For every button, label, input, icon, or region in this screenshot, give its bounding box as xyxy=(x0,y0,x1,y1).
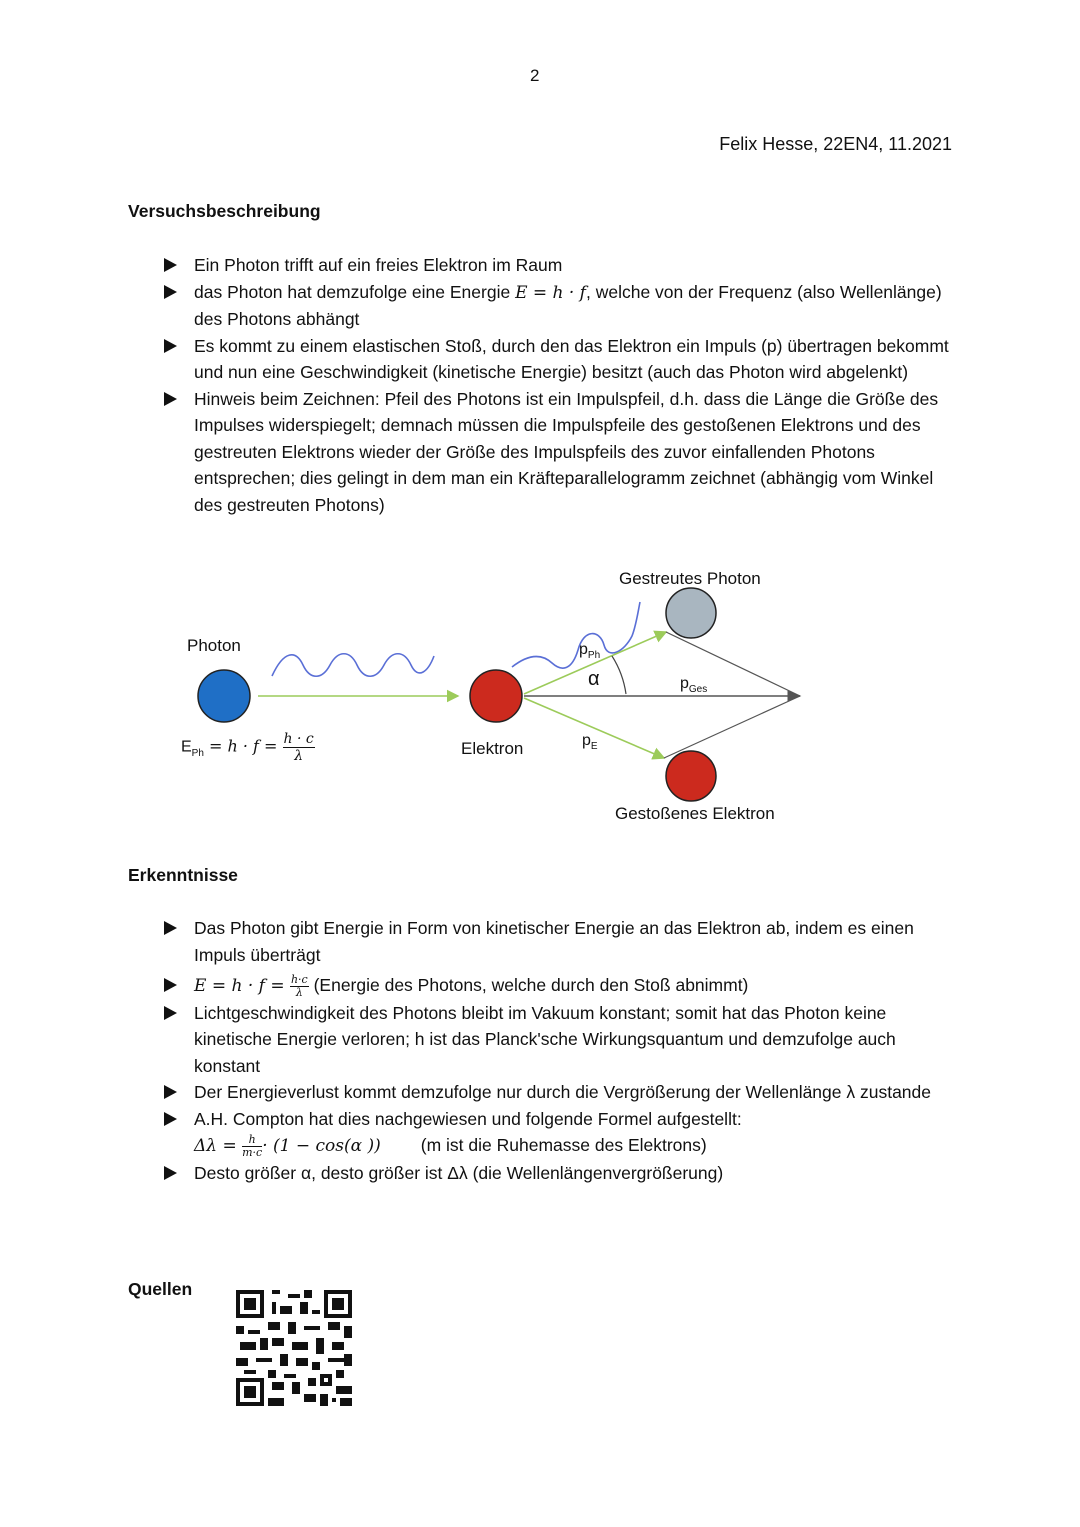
photon-label: Photon xyxy=(187,636,241,655)
author-line: Felix Hesse, 22EN4, 11.2021 xyxy=(719,134,952,154)
pges-label: $p_{Ges}$ xyxy=(680,675,708,696)
struck-electron-circle xyxy=(666,751,716,801)
list-item: Das Photon gibt Energie in Form von kinetischer Energie an das Elektron ab, indem es einen Impuls überträgt xyxy=(160,915,960,968)
electron-circle xyxy=(470,670,522,722)
page-number: 2 xyxy=(530,66,540,85)
energy-formula: E = h · f xyxy=(515,282,586,303)
bullet-arrow-icon xyxy=(164,339,177,353)
alpha-label: α xyxy=(588,668,600,690)
bullet-arrow-icon xyxy=(164,978,177,992)
compton-formula: Δλ = $\frac{h}{m\cdot c}$ · (1 − cos(α )) (m ist die Ruhemasse des Elektrons) xyxy=(194,1132,707,1159)
bullet-arrow-icon xyxy=(164,1166,177,1180)
scattered-wave xyxy=(512,602,640,668)
photon-energy-formula: $E_{Ph} = h \cdot f$ = $\frac{h \cdot c}{\lambda}$ xyxy=(181,731,314,764)
bullet-arrow-icon xyxy=(164,258,177,272)
list-item: Es kommt zu einem elastischen Stoß, durch den das Elektron ein Impuls (p) übertragen bekommt und nun eine Geschwindigkeit (kinetische Energie) besitzt (auch das Photon wird abgelenkt) xyxy=(160,333,960,386)
list-item: Desto größer α, desto größer ist Δλ (die Wellenlängenvergrößerung) xyxy=(160,1160,960,1187)
scattered-photon-label: Gestreutes Photon xyxy=(619,569,761,588)
parallelogram-bottom xyxy=(664,696,800,758)
list-item: das Photon hat demzufolge eine Energie E = h · f, welche von der Frequenz (also Wellenlänge) des Photons abhängt xyxy=(160,279,960,333)
bullet-arrow-icon xyxy=(164,921,177,935)
scattered-photon-circle xyxy=(666,588,716,638)
bullet-arrow-icon xyxy=(164,1006,177,1020)
pph-label: $p_{Ph}$ xyxy=(579,641,601,662)
qr-code-icon xyxy=(236,1290,352,1406)
pe-label: $p_E$ xyxy=(582,732,598,753)
list-item: Hinweis beim Zeichnen: Pfeil des Photons ist ein Impulspfeil, d.h. dass die Länge die Größe des Impulses widerspiegelt; demnach müssen die Impulspfeile des gestoßenen Elektrons und des gestreuten Elektrons wieder der Größe des Impulspfeils des zuvor einfallenden Photons entsprechen; dies gelingt in dem man ein Kräfteparallelogramm zeichnet (abhängig vom Winkel des gestreuten Photons) xyxy=(160,386,960,519)
list-item: A.H. Compton hat dies nachgewiesen und folgende Formel aufgestellt: Δλ = $\frac{h}{m\cdot c}$ · (1 − cos(α )) (m ist die Ruhemasse des Elektrons) xyxy=(160,1106,960,1160)
bullet-arrow-icon xyxy=(164,1085,177,1099)
description-list xyxy=(160,252,960,518)
list-item: Ein Photon trifft auf ein freies Elektron im Raum xyxy=(160,252,960,279)
compton-diagram xyxy=(0,550,1080,840)
heading-erkenntnisse: Erkenntnisse xyxy=(128,865,238,885)
bullet-arrow-icon xyxy=(164,285,177,299)
alpha-arc xyxy=(612,656,626,694)
struck-electron-label: Gestoßenes Elektron xyxy=(615,804,775,823)
list-item: Lichtgeschwindigkeit des Photons bleibt im Vakuum konstant; somit hat das Photon keine kinetische Energie verloren; h ist das Planck'sche Wirkungsquantum und demzufolge auch konstant xyxy=(160,1000,960,1080)
list-item: Der Energieverlust kommt demzufolge nur durch die Vergrößerung der Wellenlänge λ zustande xyxy=(160,1079,960,1106)
electron-label: Elektron xyxy=(461,739,524,758)
heading-quellen: Quellen xyxy=(128,1279,193,1299)
heading-versuchsbeschreibung: Versuchsbeschreibung xyxy=(128,201,321,221)
photon-circle xyxy=(198,670,250,722)
bullet-arrow-icon xyxy=(164,392,177,406)
photon-wave xyxy=(272,654,434,677)
list-item: E = h · f = $\frac{h\cdot c}{\lambda}$ (Energie des Photons, welche durch den Stoß abnimmt) xyxy=(160,972,960,1000)
findings-list xyxy=(160,915,960,1186)
bullet-arrow-icon xyxy=(164,1112,177,1126)
